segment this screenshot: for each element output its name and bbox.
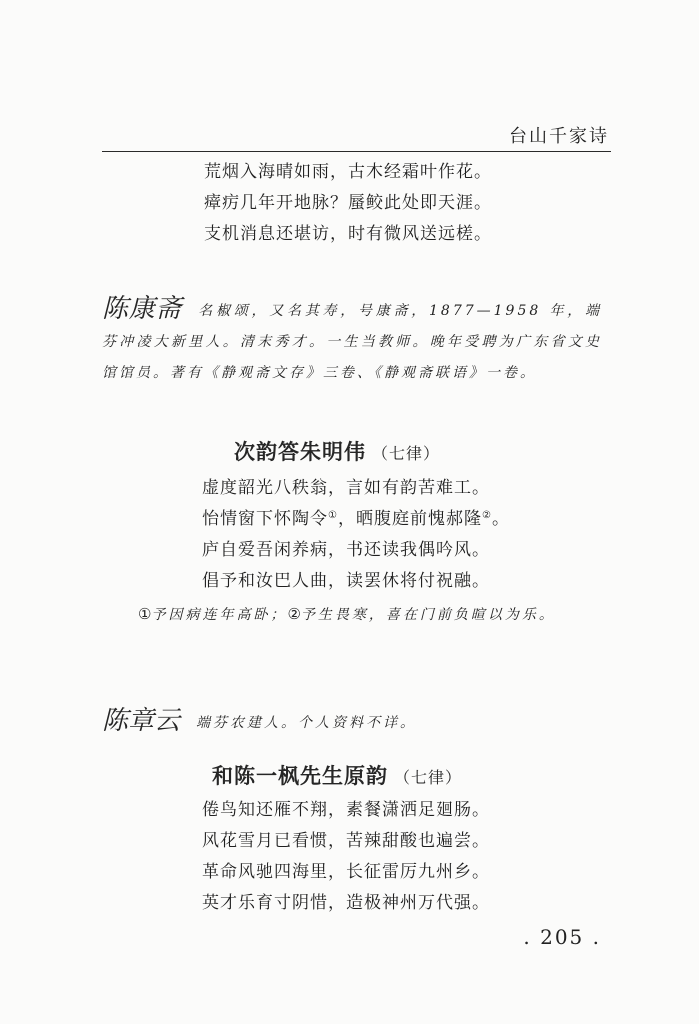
poem-form: （七律） [394, 768, 463, 787]
poem-form: （七律） [372, 444, 441, 463]
poem-line: 英才乐育寸阴惜，造极神州万代强。 [202, 893, 490, 913]
poem-line-text: ，晒腹庭前愧郝隆 [337, 509, 482, 529]
poem-line [0, 504, 699, 535]
footnote-text: 予因病连年高卧； [151, 607, 288, 623]
footnote-ref: ① [328, 510, 338, 521]
poet-name: 陈章云 [102, 706, 181, 736]
poem-line: 支机消息还堪访，时有微风送远槎。 [204, 224, 492, 244]
footnote-ref: ② [481, 510, 492, 521]
header-rule [102, 151, 611, 152]
poet-name: 陈康斋 [102, 294, 183, 324]
poem-line: 革命风驰四海里，长征雷厉九州乡。 [202, 862, 490, 882]
poem-title-text: 次韵答朱明伟 [234, 440, 366, 464]
poem-1-footnote [102, 598, 602, 632]
poem-title-1 [234, 436, 440, 466]
footnote-text: 予生畏寒，喜在门前负暄以为乐。 [300, 607, 556, 623]
poem-title-2 [212, 760, 462, 790]
poet-bio [102, 294, 602, 389]
poet-entry-2-bio [102, 706, 602, 739]
poem-line: 风花雪月已看惯，苦辣甜酸也遍尝。 [202, 831, 490, 851]
poem-line: 虚度韶光八秩翁，言如有韵苦难工。 [202, 478, 490, 498]
poem-line-text: 。 [491, 509, 510, 529]
poem-1-body [0, 473, 699, 597]
poem-2-body [0, 795, 699, 919]
poet-bio-text: 端芬农建人。个人资料不详。 [196, 715, 418, 731]
poem-title-text: 和陈一枫先生原韵 [212, 764, 388, 788]
poem-line: 瘴疠几年开地脉？蜃鲛此处即天涯。 [204, 193, 492, 213]
poem-line: 倡予和汝巴人曲，读罢休将付祝融。 [202, 571, 490, 591]
poem-line-text: 怡情窗下怀陶令 [202, 509, 328, 529]
running-header-title: 台山千家诗 [509, 126, 609, 147]
footnote-marker: ② [287, 605, 301, 623]
continued-poem [0, 157, 699, 250]
page-number: . 205 . [523, 925, 601, 949]
poet-bio [102, 706, 602, 739]
footnote-marker: ① [138, 605, 152, 623]
poem-line: 荒烟入海晴如雨，古木经霜叶作花。 [204, 162, 492, 182]
poem-line: 倦鸟知还雁不翔，素餐潇洒足廻肠。 [202, 800, 490, 820]
poet-entry-1-bio [102, 294, 602, 389]
poet-bio-text: 名椒颂，又名其寿，号康斋，1877—1958 年，端芬冲凌大新里人。清末秀才。一生当教师。晚年受聘为广东省文史馆馆员。著有《静观斋文存》三卷、《静观斋联语》一卷。 [102, 303, 602, 381]
poem-line: 庐自爱吾闲养病，书还读我偶吟风。 [202, 540, 490, 560]
